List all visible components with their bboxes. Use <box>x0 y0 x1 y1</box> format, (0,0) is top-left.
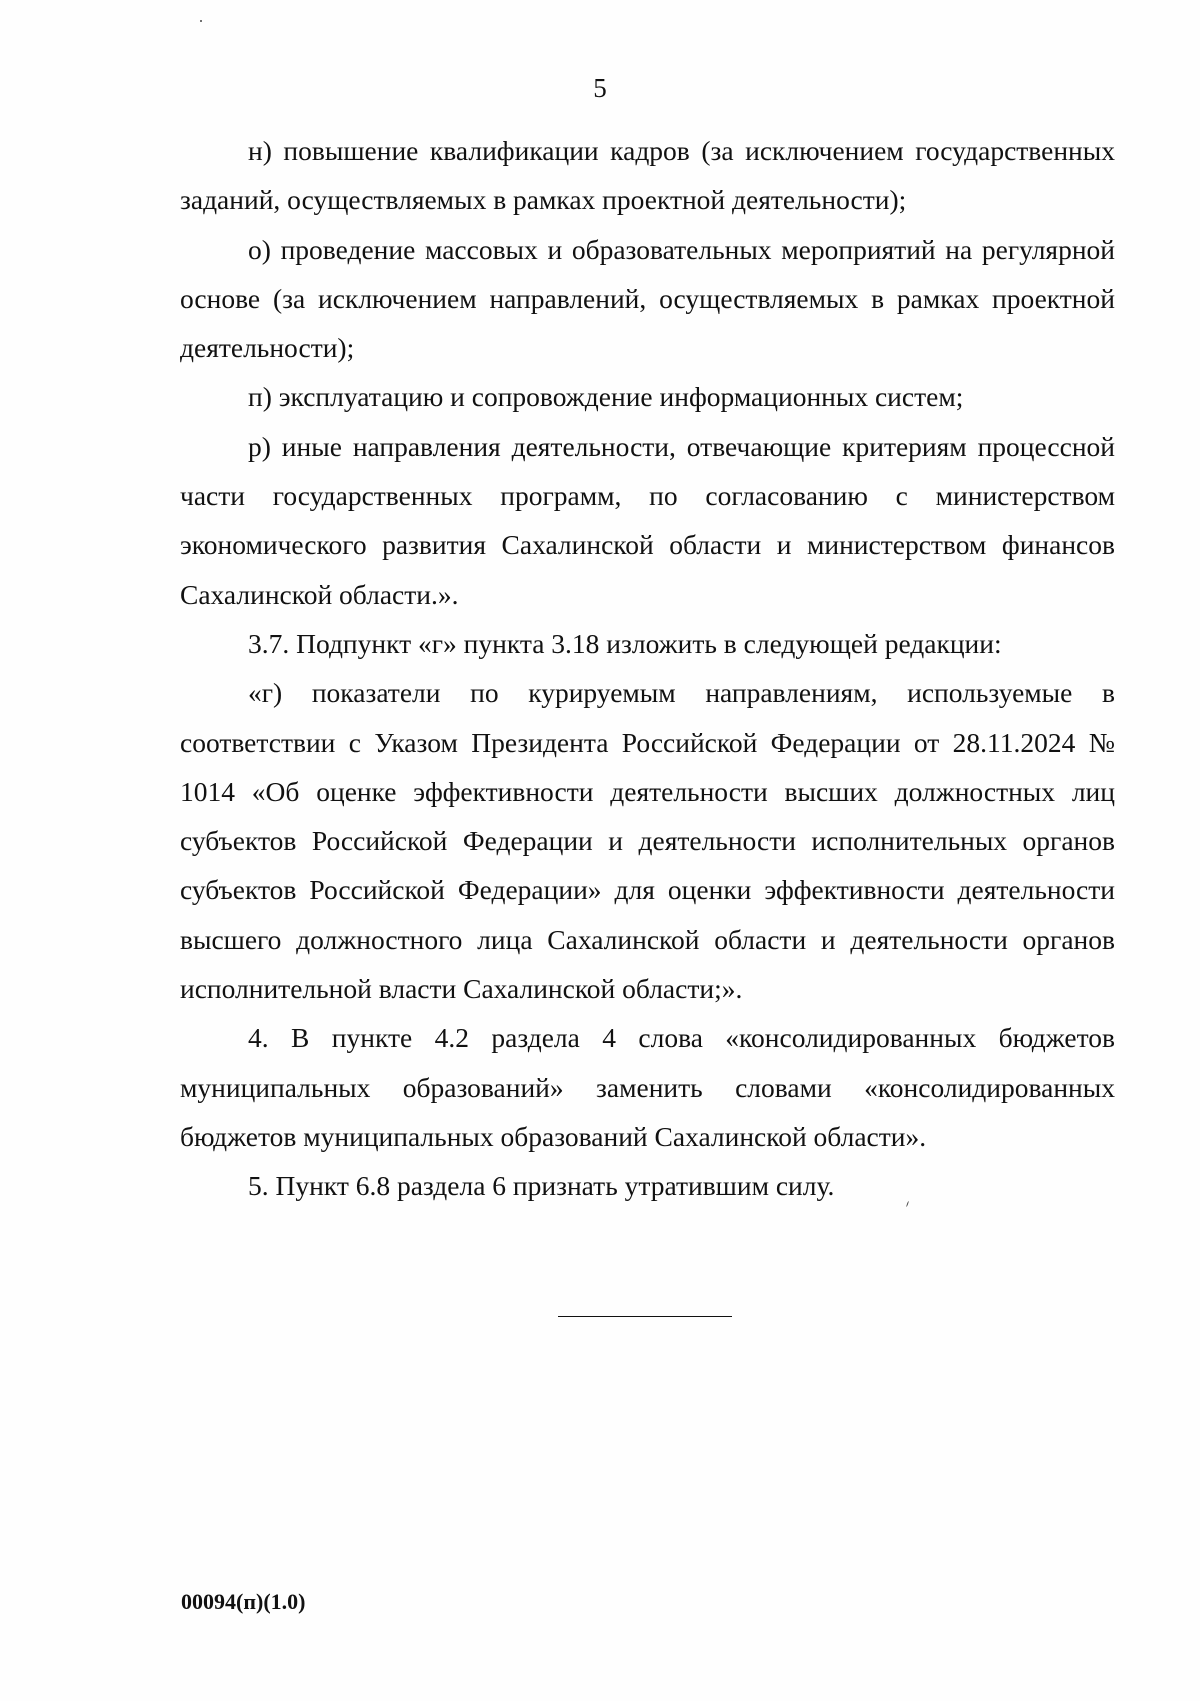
document-code: 00094(п)(1.0) <box>181 1589 306 1614</box>
paragraph-4: 4. В пункте 4.2 раздела 4 слова «консолидированных бюджетов муниципальных образований» заменить словами «консолидированных бюджетов муниципальных образований Сахалинской области». <box>180 1022 1115 1152</box>
paragraph-o: о) проведение массовых и образовательных мероприятий на регулярной основе (за исключением направлений, осуществляемых в рамках проектной деятельности); <box>180 233 1115 364</box>
scan-speck <box>200 20 202 22</box>
paragraph-n: н) повышение квалификации кадров (за исключением государственных заданий, осуществляемых в рамках проектной деятельности); <box>180 135 1115 216</box>
paragraph-5: 5. Пункт 6.8 раздела 6 признать утратившим силу. <box>248 1170 835 1202</box>
paragraph-p: п) эксплуатацию и сопровождение информационных систем; <box>248 381 964 413</box>
paragraph-g: «г) показатели по курируемым направлениям, используемые в соответствии с Указом Президента Российской Федерации от 28.11.2024 № 1014 «Об оценке эффективности деятельности высших должностных лиц субъектов Российской Федерации и деятельности исполнительных органов субъектов Российской Федерации» для оценки эффективности деятельности высшего должностного лица Сахалинской области и деятельности органов исполнительной власти Сахалинской области;». <box>180 677 1115 1005</box>
page-number: 5 <box>593 73 607 103</box>
document-body <box>180 126 1115 1211</box>
end-of-text-rule <box>558 1316 732 1317</box>
paragraph-3-7: 3.7. Подпункт «г» пункта 3.18 изложить в следующей редакции: <box>248 627 1002 659</box>
paragraph-r: р) иные направления деятельности, отвечающие критериям процессной части государственных программ, по согласованию с министерством экономического развития Сахалинской области и министерством финансов Сахалинской области.». <box>180 430 1115 610</box>
